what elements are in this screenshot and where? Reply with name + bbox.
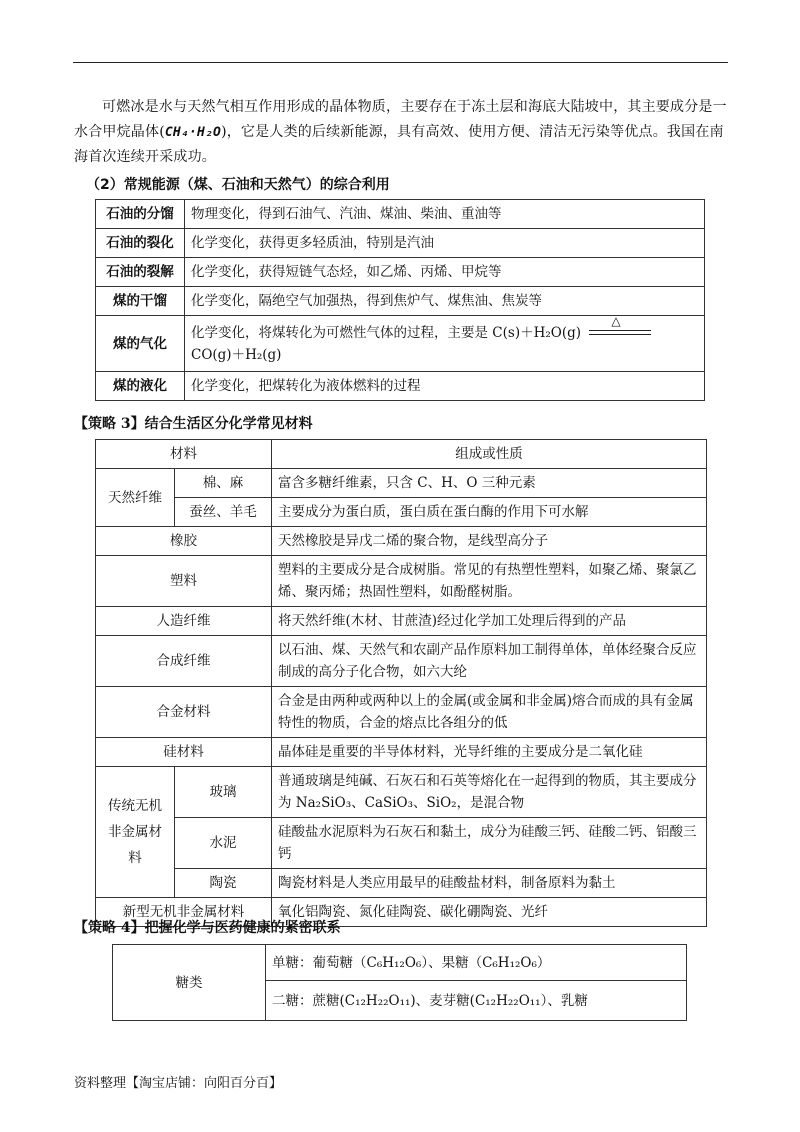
cotton-label: 棉、麻 — [175, 469, 272, 498]
table-row — [96, 469, 707, 498]
cement-desc: 硅酸盐水泥原料为石灰石和黏土，成分为硅酸三钙、硅酸二钙、铝酸三钙 — [272, 818, 707, 869]
header-rule — [73, 62, 728, 63]
footer-credit: 资料整理【淘宝店铺：向阳百分百】 — [74, 1076, 283, 1091]
ceramic-desc: 陶瓷材料是人类应用最早的硅酸盐材料，制备原料为黏土 — [272, 869, 707, 898]
intro-text-before: 可燃冰是水与天然气相互作用形成的晶体物质，主要存在于冻土层和海底大陆坡中，其主要成分是一水合甲烷晶体( — [74, 99, 727, 140]
plastic-desc: 塑料的主要成分是合成树脂。常见的有热塑性塑料，如聚乙烯、聚氯乙烯、聚丙烯；热固性塑料，如酚醛树脂。 — [272, 556, 707, 607]
table-row — [96, 498, 707, 527]
artificial-fiber-desc: 将天然纤维(木材、甘蔗渣)经过化学加工处理后得到的产品 — [272, 607, 707, 636]
table-row — [96, 607, 707, 636]
new-inorganic-desc: 氧化铝陶瓷、氮化硅陶瓷、碳化硼陶瓷、光纤 — [272, 898, 707, 927]
section2-heading: （2）常规能源（煤、石油和天然气）的综合利用 — [86, 177, 390, 193]
table-row — [96, 687, 707, 738]
row-key: 煤的气化 — [96, 316, 185, 372]
row-value: 化学变化，把煤转化为液体燃料的过程 — [185, 372, 705, 401]
row-value: 化学变化，获得更多轻质油，特别是汽油 — [185, 229, 705, 258]
silk-desc: 主要成分为蛋白质，蛋白质在蛋白酶的作用下可水解 — [272, 498, 707, 527]
natural-fiber-label: 天然纤维 — [96, 469, 175, 527]
silk-label: 蚕丝、羊毛 — [175, 498, 272, 527]
strategy3-heading: 【策略 3】结合生活区分化学常见材料 — [74, 416, 313, 432]
table-row — [96, 372, 705, 401]
table-row — [96, 636, 707, 687]
silicon-desc: 晶体硅是重要的半导体材料，光导纤维的主要成分是二氧化硅 — [272, 738, 707, 767]
table-row — [96, 869, 707, 898]
table-row — [96, 527, 707, 556]
traditional-label: 传统无机非金属材料 — [96, 767, 175, 898]
plastic-label: 塑料 — [96, 556, 272, 607]
row-key: 石油的分馏 — [96, 200, 185, 229]
table-row — [96, 200, 705, 229]
row-key: 石油的裂解 — [96, 258, 185, 287]
row-value: 化学变化，获得短链气态烃，如乙烯、丙烯、甲烷等 — [185, 258, 705, 287]
rubber-desc: 天然橡胶是异戊二烯的聚合物，是线型高分子 — [272, 527, 707, 556]
synthetic-fiber-label: 合成纤维 — [96, 636, 272, 687]
row-key: 煤的液化 — [96, 372, 185, 401]
new-inorganic-label: 新型无机非金属材料 — [96, 898, 272, 927]
disaccharide-desc: 二糖：蔗糖(C₁₂H₂₂O₁₁)、麦芽糖(C₁₂H₂₂O₁₁）、乳糖 — [266, 981, 687, 1021]
table-row — [96, 767, 707, 818]
table-row — [96, 229, 705, 258]
artificial-fiber-label: 人造纤维 — [96, 607, 272, 636]
materials-table — [95, 439, 707, 927]
alloy-label: 合金材料 — [96, 687, 272, 738]
table-row — [96, 258, 705, 287]
table-header-row — [96, 440, 707, 469]
intro-paragraph — [74, 95, 729, 170]
rubber-label: 橡胶 — [96, 527, 272, 556]
intro-text-after: )，它是人类的后续新能源，具有高效、使用方便、清洁无污染等优点。我国在南海首次连续开采成功。 — [74, 124, 724, 165]
strategy4-heading: 【策略 4】把握化学与医药健康的紧密联系 — [74, 920, 341, 936]
cement-label: 水泥 — [175, 818, 272, 869]
medicine-table — [112, 944, 687, 1021]
table-row — [113, 945, 687, 981]
table-row — [96, 818, 707, 869]
methane-hydrate-formula: CH₄·H₂O — [164, 125, 222, 140]
alloy-desc: 合金是由两种或两种以上的金属(或金属和非金属)熔合而成的具有金属特性的物质，合金的熔点比各组分的低 — [272, 687, 707, 738]
synthetic-fiber-desc: 以石油、煤、天然气和农副产品作原料加工制得单体，单体经聚合反应制成的高分子化合物，如六大纶 — [272, 636, 707, 687]
row-key: 煤的干馏 — [96, 287, 185, 316]
gasification-pre: 化学变化，将煤转化为可燃性气体的过程，主要是 C(s)＋H₂O(g) — [191, 324, 582, 341]
row-value: 化学变化，隔绝空气加强热，得到焦炉气、煤焦油、焦炭等 — [185, 287, 705, 316]
heat-mark: △ — [611, 314, 621, 328]
cotton-desc: 富含多糖纤维素，只含 C、H、O 三种元素 — [272, 469, 707, 498]
table-row — [96, 316, 705, 372]
row-value — [185, 316, 705, 372]
heating-equals-sign — [589, 314, 651, 342]
col-property: 组成或性质 — [272, 440, 707, 469]
table-row — [96, 556, 707, 607]
gasification-post: CO(g)＋H₂(g) — [191, 346, 282, 363]
ceramic-label: 陶瓷 — [175, 869, 272, 898]
silicon-label: 硅材料 — [96, 738, 272, 767]
row-key: 石油的裂化 — [96, 229, 185, 258]
glass-desc: 普通玻璃是纯碱、石灰石和石英等熔化在一起得到的物质，其主要成分为 Na₂SiO₃、CaSiO₃、SiO₂，是混合物 — [272, 767, 707, 818]
monosaccharide-desc: 单糖：葡萄糖（C₆H₁₂O₆）、果糖（C₆H₁₂O₆） — [266, 945, 687, 981]
energy-table — [95, 199, 705, 401]
row-value: 物理变化，得到石油气、汽油、煤油、柴油、重油等 — [185, 200, 705, 229]
col-material: 材料 — [96, 440, 272, 469]
glass-label: 玻璃 — [175, 767, 272, 818]
sugar-label: 糖类 — [113, 945, 266, 1021]
table-row — [96, 738, 707, 767]
